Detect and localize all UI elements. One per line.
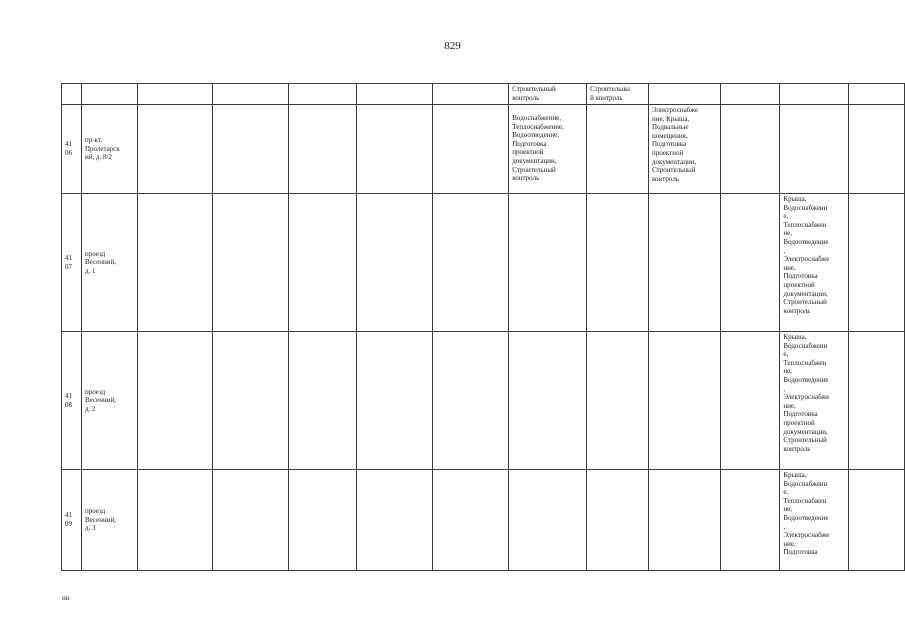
cell [849,470,905,571]
table-row [62,332,905,470]
cell [720,105,780,194]
table-row [62,105,905,194]
cell [288,105,357,194]
row-number: 41 06 [62,105,82,194]
cell [137,332,212,470]
cell-works-a [509,332,587,470]
cell [357,332,432,470]
row-number: 41 07 [62,194,82,332]
table-row [62,194,905,332]
cell [213,84,288,105]
cell [849,84,905,105]
cell [213,105,288,194]
row-address: проезд Весенний, д. 3 [81,470,137,571]
cell [81,84,137,105]
cell [213,194,288,332]
cell [648,84,720,105]
row-number: 41 09 [62,470,82,571]
table-row [62,470,905,571]
cell-works-d: Крыша, Водоснабжени е, Теплоснабжен ие, Водоотведение , Электроснабже ние, Подготовка проектной документации, Строительный контроль [780,332,849,470]
table-row-continuation [62,84,905,105]
cell [780,84,849,105]
cell-works-a: Водоснабжение, Теплоснабжение, Водоотведение, Подготовка проектной документации, Строительный контроль [509,105,587,194]
row-address: проезд Весенний, д. 2 [81,332,137,470]
cell [432,194,508,332]
cell [720,470,780,571]
cell [357,470,432,571]
cell-works-a [509,470,587,571]
cell-works-a [509,194,587,332]
cell-works-c [648,194,720,332]
cell [288,470,357,571]
cell [849,332,905,470]
row-address: пр-кт. Пролетарск ий, д. 8/2 [81,105,137,194]
cell [137,84,212,105]
cell [288,84,357,105]
cell [288,194,357,332]
cell [62,84,82,105]
cell [288,332,357,470]
cell [137,194,212,332]
cell-works-d: Крыша, Водоснабжени е, Теплоснабжен ие, Водоотведение , Электроснабже ние, Подготовка [780,470,849,571]
row-number: 41 08 [62,332,82,470]
cell [432,470,508,571]
cell [432,84,508,105]
cell [432,105,508,194]
cell-works-c [648,470,720,571]
cell-works-d: Крыша, Водоснабжени е, Теплоснабжен ие, Водоотведение , Электроснабже ние, Подготовка проектной документации, Строительный контроль [780,194,849,332]
cell-works-b: Строительны й контроль [587,84,649,105]
cell [213,470,288,571]
cell [357,105,432,194]
cell [137,105,212,194]
cell [720,332,780,470]
cell [357,194,432,332]
cell [587,194,649,332]
cell [357,84,432,105]
footer-mark: нн [62,594,70,602]
cell-works-c [648,332,720,470]
cell [849,194,905,332]
cell-works-d [780,105,849,194]
cell [587,470,649,571]
cell-works-c: Электроснабже ние, Крыша, Подвальные помещения, Подготовка проектной документации, Строительный контроль [648,105,720,194]
cell [587,332,649,470]
cell [587,105,649,194]
cell [137,470,212,571]
cell [849,105,905,194]
cell [432,332,508,470]
cell [720,84,780,105]
works-table [61,83,905,571]
cell [720,194,780,332]
page-number: 829 [444,40,461,52]
cell [213,332,288,470]
row-address: проезд Весенний, д. 1 [81,194,137,332]
cell-works-a: Строительный контроль [509,84,587,105]
